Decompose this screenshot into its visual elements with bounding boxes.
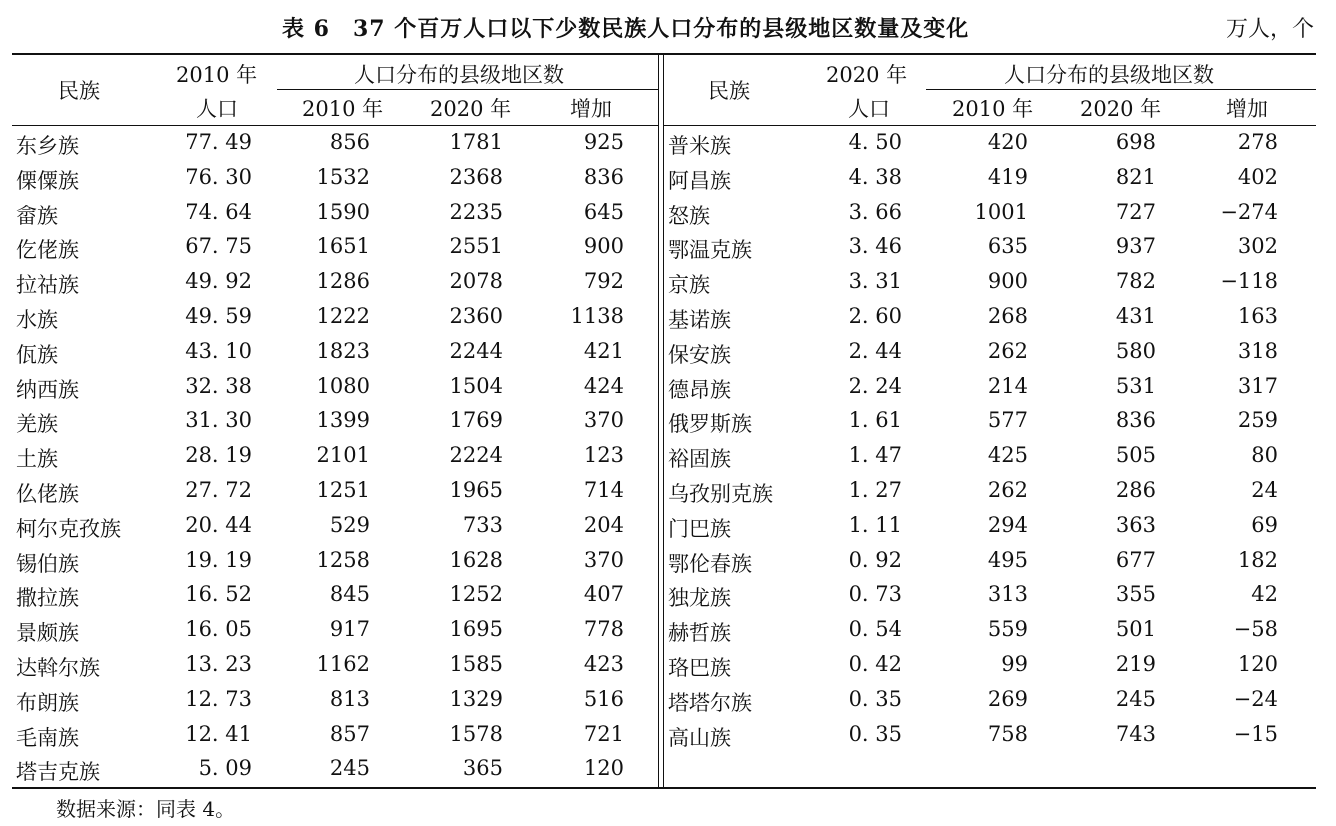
ethnic-name-cell: 阿昌族 — [668, 168, 731, 193]
count-2020-cell: 2244 — [449, 338, 503, 363]
ethnic-name-cell: 门巴族 — [668, 516, 731, 541]
population-cell: 1. 11 — [848, 512, 902, 537]
population-cell: 4. 38 — [848, 164, 902, 189]
table-row — [664, 718, 1316, 753]
ethnic-name-cell: 京族 — [668, 273, 710, 298]
table-row — [12, 370, 658, 405]
count-2010-cell: 425 — [987, 443, 1028, 468]
count-2020-cell: 2551 — [449, 234, 503, 259]
table-row — [12, 683, 658, 718]
population-cell: 16. 05 — [185, 617, 252, 642]
table-title: 表 6 37 个百万人口以下少数民族人口分布的县级地区数量及变化 — [282, 16, 970, 42]
ethnic-name-cell: 水族 — [16, 308, 58, 332]
count-2010-cell: 245 — [329, 756, 370, 781]
count-2010-cell: 917 — [329, 617, 370, 642]
population-cell: 32. 38 — [185, 373, 252, 398]
ethnic-name-cell: 俄罗斯族 — [668, 412, 752, 437]
table-row — [664, 474, 1316, 509]
table-row — [664, 404, 1316, 439]
ethnic-name-cell: 乌孜别克族 — [668, 482, 773, 506]
table-row — [664, 439, 1316, 474]
count-2010-cell: 813 — [329, 686, 370, 711]
table-row — [12, 509, 658, 544]
left-header-subline — [277, 89, 658, 90]
increase-cell: 516 — [583, 686, 624, 711]
count-2010-cell: 1258 — [316, 547, 370, 572]
count-2010-cell: 1823 — [316, 338, 370, 363]
count-2010-cell: 1162 — [316, 652, 370, 676]
ethnic-name-cell: 撒拉族 — [16, 586, 79, 611]
increase-cell: 778 — [583, 617, 624, 642]
count-2020-cell: 2235 — [449, 199, 503, 224]
increase-cell: 204 — [583, 512, 624, 537]
right-header-col-2010: 2010 年 — [952, 97, 1034, 121]
left-header-group: 人口分布的县级地区数 — [354, 63, 564, 87]
population-cell: 76. 30 — [185, 164, 252, 189]
count-2010-cell: 529 — [329, 512, 370, 537]
table-row — [12, 439, 658, 474]
table-row — [12, 578, 658, 613]
table-row — [664, 648, 1316, 683]
count-2020-cell: 219 — [1115, 652, 1156, 676]
right-table — [664, 55, 1316, 787]
count-2020-cell: 677 — [1115, 547, 1156, 572]
table-row — [664, 196, 1316, 231]
ethnic-name-cell: 锡伯族 — [16, 551, 79, 576]
left-table — [12, 55, 658, 787]
count-2020-cell: 1329 — [449, 686, 503, 711]
count-2020-cell: 505 — [1115, 443, 1156, 468]
count-2010-cell: 1399 — [316, 408, 370, 433]
left-header-col-2010: 2010 年 — [302, 97, 384, 121]
population-cell: 2. 44 — [848, 338, 902, 363]
ethnic-name-cell: 普米族 — [668, 134, 731, 158]
table-row — [664, 370, 1316, 405]
ethnic-name-cell: 仡佬族 — [16, 238, 79, 263]
population-cell: 0. 73 — [848, 582, 902, 607]
ethnic-name-cell: 塔塔尔族 — [668, 690, 752, 715]
ethnic-name-cell: 塔吉克族 — [16, 760, 100, 785]
table-row — [664, 230, 1316, 265]
table-row — [12, 404, 658, 439]
count-2010-cell: 559 — [987, 617, 1028, 642]
population-cell: 2. 24 — [848, 373, 902, 398]
table-row — [664, 265, 1316, 300]
increase-cell: −58 — [1233, 617, 1278, 642]
table-row — [12, 161, 658, 196]
ethnic-name-cell: 景颇族 — [16, 621, 79, 646]
table-row — [12, 300, 658, 335]
table-row — [12, 718, 658, 753]
count-2020-cell: 1781 — [449, 130, 503, 154]
ethnic-name-cell: 畲族 — [16, 203, 58, 228]
population-cell: 16. 52 — [185, 582, 252, 607]
population-cell: 3. 46 — [848, 234, 902, 259]
population-cell: 49. 59 — [185, 304, 252, 328]
increase-cell: 645 — [583, 199, 624, 224]
count-2010-cell: 857 — [329, 721, 370, 746]
count-2020-cell: 2368 — [449, 164, 503, 189]
population-cell: 77. 49 — [185, 130, 252, 154]
population-cell: 3. 31 — [848, 269, 902, 294]
increase-cell: 402 — [1237, 164, 1278, 189]
ethnic-name-cell: 纳西族 — [16, 377, 79, 402]
ethnic-name-cell: 佤族 — [16, 342, 58, 367]
increase-cell: 900 — [583, 234, 624, 259]
increase-cell: 424 — [583, 373, 624, 398]
population-cell: 2. 60 — [848, 304, 902, 328]
right-header-pop-year: 2020 年 — [826, 63, 908, 87]
unit-label: 万人，个 — [1225, 17, 1314, 42]
increase-cell: 836 — [583, 164, 624, 189]
count-2010-cell: 269 — [987, 686, 1028, 711]
count-2020-cell: 2360 — [449, 304, 503, 328]
population-cell: 12. 41 — [185, 721, 252, 746]
source-note: 数据来源：同表 4。 — [56, 797, 236, 821]
population-cell: 20. 44 — [185, 512, 252, 537]
population-cell: 67. 75 — [185, 234, 252, 259]
table-row — [12, 544, 658, 579]
left-header-ethnic: 民族 — [58, 79, 100, 103]
right-header-col-2020: 2020 年 — [1080, 97, 1162, 121]
increase-cell: 163 — [1237, 304, 1278, 328]
count-2010-cell: 313 — [987, 582, 1028, 607]
ethnic-name-cell: 布朗族 — [16, 690, 79, 715]
count-2010-cell: 268 — [987, 304, 1028, 328]
table-row — [664, 544, 1316, 579]
table-row — [12, 613, 658, 648]
right-header — [664, 55, 1316, 126]
ethnic-name-cell: 独龙族 — [668, 586, 731, 611]
count-2010-cell: 900 — [987, 269, 1028, 294]
population-cell: 28. 19 — [185, 443, 252, 468]
left-header-pop-label: 人口 — [196, 97, 238, 121]
increase-cell: 278 — [1237, 130, 1278, 154]
ethnic-name-cell: 高山族 — [668, 725, 731, 750]
count-2010-cell: 856 — [329, 130, 370, 154]
data-table — [12, 53, 1316, 789]
table-row — [664, 613, 1316, 648]
count-2020-cell: 365 — [462, 756, 503, 781]
count-2020-cell: 782 — [1115, 269, 1156, 294]
count-2010-cell: 577 — [987, 408, 1028, 433]
right-header-subline — [926, 89, 1316, 90]
increase-cell: 318 — [1237, 338, 1278, 363]
left-header-pop-year: 2010 年 — [176, 63, 258, 87]
right-header-group: 人口分布的县级地区数 — [1004, 63, 1214, 87]
ethnic-name-cell: 基诺族 — [668, 308, 731, 332]
population-cell: 49. 92 — [185, 269, 252, 294]
left-header — [12, 55, 658, 126]
increase-cell: 259 — [1237, 408, 1278, 433]
count-2010-cell: 845 — [329, 582, 370, 607]
population-cell: 31. 30 — [185, 408, 252, 433]
count-2020-cell: 698 — [1115, 130, 1156, 154]
count-2020-cell: 2078 — [449, 269, 503, 294]
count-2010-cell: 99 — [1001, 652, 1028, 676]
count-2020-cell: 743 — [1115, 721, 1156, 746]
count-2010-cell: 214 — [987, 373, 1028, 398]
count-2010-cell: 262 — [987, 478, 1028, 502]
count-2020-cell: 1695 — [449, 617, 503, 642]
population-cell: 13. 23 — [185, 652, 252, 676]
table-row — [664, 126, 1316, 161]
increase-cell: 302 — [1237, 234, 1278, 259]
increase-cell: 120 — [583, 756, 624, 781]
count-2020-cell: 1585 — [449, 652, 503, 676]
ethnic-name-cell: 土族 — [16, 447, 58, 472]
count-2010-cell: 1532 — [316, 164, 370, 189]
population-cell: 19. 19 — [185, 547, 252, 572]
right-header-pop-label: 人口 — [848, 97, 890, 121]
count-2020-cell: 821 — [1115, 164, 1156, 189]
population-cell: 0. 42 — [848, 652, 902, 676]
count-2010-cell: 419 — [987, 164, 1028, 189]
count-2010-cell: 1001 — [974, 199, 1028, 224]
population-cell: 4. 50 — [848, 130, 902, 154]
count-2020-cell: 727 — [1115, 199, 1156, 224]
count-2010-cell: 1590 — [316, 199, 370, 224]
ethnic-name-cell: 赫哲族 — [668, 621, 731, 646]
ethnic-name-cell: 保安族 — [668, 342, 731, 367]
table-row — [664, 578, 1316, 613]
population-cell: 12. 73 — [185, 686, 252, 711]
count-2020-cell: 1965 — [449, 478, 503, 502]
table-row — [12, 230, 658, 265]
population-cell: 0. 35 — [848, 686, 902, 711]
increase-cell: 407 — [583, 582, 624, 607]
ethnic-name-cell: 裕固族 — [668, 447, 731, 472]
count-2020-cell: 937 — [1115, 234, 1156, 259]
count-2020-cell: 501 — [1115, 617, 1156, 642]
ethnic-name-cell: 德昂族 — [668, 377, 731, 402]
increase-cell: 1138 — [570, 304, 624, 328]
increase-cell: 42 — [1251, 582, 1278, 607]
ethnic-name-cell: 仫佬族 — [16, 482, 79, 506]
table-row — [664, 509, 1316, 544]
count-2010-cell: 1251 — [316, 478, 370, 502]
population-cell: 27. 72 — [185, 478, 252, 502]
count-2020-cell: 1252 — [449, 582, 503, 607]
table-row — [12, 335, 658, 370]
increase-cell: 714 — [583, 478, 624, 502]
table-row — [664, 683, 1316, 718]
count-2010-cell: 294 — [987, 512, 1028, 537]
table-row — [664, 161, 1316, 196]
count-2020-cell: 431 — [1115, 304, 1156, 328]
ethnic-name-cell: 拉祜族 — [16, 273, 79, 298]
increase-cell: 120 — [1237, 652, 1278, 676]
table-row — [12, 196, 658, 231]
count-2010-cell: 1286 — [316, 269, 370, 294]
increase-cell: 182 — [1237, 547, 1278, 572]
count-2010-cell: 2101 — [316, 443, 370, 468]
count-2010-cell: 262 — [987, 338, 1028, 363]
count-2020-cell: 733 — [462, 512, 503, 537]
table-row — [664, 300, 1316, 335]
increase-cell: 80 — [1251, 443, 1278, 468]
increase-cell: 123 — [583, 443, 624, 468]
increase-cell: −274 — [1220, 199, 1278, 224]
count-2010-cell: 635 — [987, 234, 1028, 259]
right-header-ethnic: 民族 — [708, 79, 750, 103]
increase-cell: 423 — [583, 652, 624, 676]
table-row — [12, 265, 658, 300]
right-header-col-increase: 增加 — [1226, 97, 1268, 121]
increase-cell: −24 — [1233, 686, 1278, 711]
left-header-col-increase: 增加 — [570, 97, 612, 121]
count-2010-cell: 758 — [987, 721, 1028, 746]
ethnic-name-cell: 毛南族 — [16, 725, 79, 750]
count-2020-cell: 245 — [1115, 686, 1156, 711]
count-2020-cell: 363 — [1115, 512, 1156, 537]
increase-cell: 925 — [583, 130, 624, 154]
count-2020-cell: 580 — [1115, 338, 1156, 363]
table-row — [12, 126, 658, 161]
population-cell: 74. 64 — [185, 199, 252, 224]
count-2020-cell: 355 — [1115, 582, 1156, 607]
ethnic-name-cell: 柯尔克孜族 — [16, 516, 121, 541]
count-2020-cell: 2224 — [449, 443, 503, 468]
count-2010-cell: 495 — [987, 547, 1028, 572]
count-2010-cell: 420 — [987, 130, 1028, 154]
population-cell: 1. 27 — [848, 478, 902, 502]
ethnic-name-cell: 东乡族 — [16, 134, 79, 158]
ethnic-name-cell: 鄂伦春族 — [668, 551, 752, 576]
increase-cell: 24 — [1251, 478, 1278, 502]
count-2020-cell: 1769 — [449, 408, 503, 433]
increase-cell: −15 — [1233, 721, 1278, 746]
count-2010-cell: 1651 — [316, 234, 370, 259]
count-2020-cell: 1578 — [449, 721, 503, 746]
population-cell: 0. 35 — [848, 721, 902, 746]
increase-cell: 69 — [1251, 512, 1278, 537]
ethnic-name-cell: 达斡尔族 — [16, 656, 100, 680]
ethnic-name-cell: 怒族 — [668, 203, 710, 228]
population-cell: 0. 92 — [848, 547, 902, 572]
ethnic-name-cell: 鄂温克族 — [668, 238, 752, 263]
table-row — [12, 648, 658, 683]
count-2020-cell: 836 — [1115, 408, 1156, 433]
population-cell: 1. 47 — [848, 443, 902, 468]
count-2020-cell: 286 — [1115, 478, 1156, 502]
population-cell: 5. 09 — [198, 756, 252, 781]
increase-cell: 421 — [583, 338, 624, 363]
count-2010-cell: 1222 — [316, 304, 370, 328]
count-2020-cell: 531 — [1115, 373, 1156, 398]
population-cell: 0. 54 — [848, 617, 902, 642]
population-cell: 43. 10 — [185, 338, 252, 363]
table-row — [12, 752, 658, 787]
increase-cell: 370 — [583, 547, 624, 572]
table-row — [12, 474, 658, 509]
left-header-col-2020: 2020 年 — [430, 97, 512, 121]
increase-cell: 317 — [1237, 373, 1278, 398]
count-2020-cell: 1628 — [449, 547, 503, 572]
ethnic-name-cell: 傈僳族 — [16, 168, 79, 193]
increase-cell: 721 — [583, 721, 624, 746]
population-cell: 3. 66 — [848, 199, 902, 224]
increase-cell: 370 — [583, 408, 624, 433]
title-row — [0, 8, 1336, 48]
ethnic-name-cell: 羌族 — [16, 412, 58, 437]
count-2020-cell: 1504 — [449, 373, 503, 398]
increase-cell: −118 — [1220, 269, 1278, 294]
ethnic-name-cell: 珞巴族 — [668, 656, 731, 680]
increase-cell: 792 — [583, 269, 624, 294]
count-2010-cell: 1080 — [316, 373, 370, 398]
table-row — [664, 335, 1316, 370]
population-cell: 1. 61 — [848, 408, 902, 433]
